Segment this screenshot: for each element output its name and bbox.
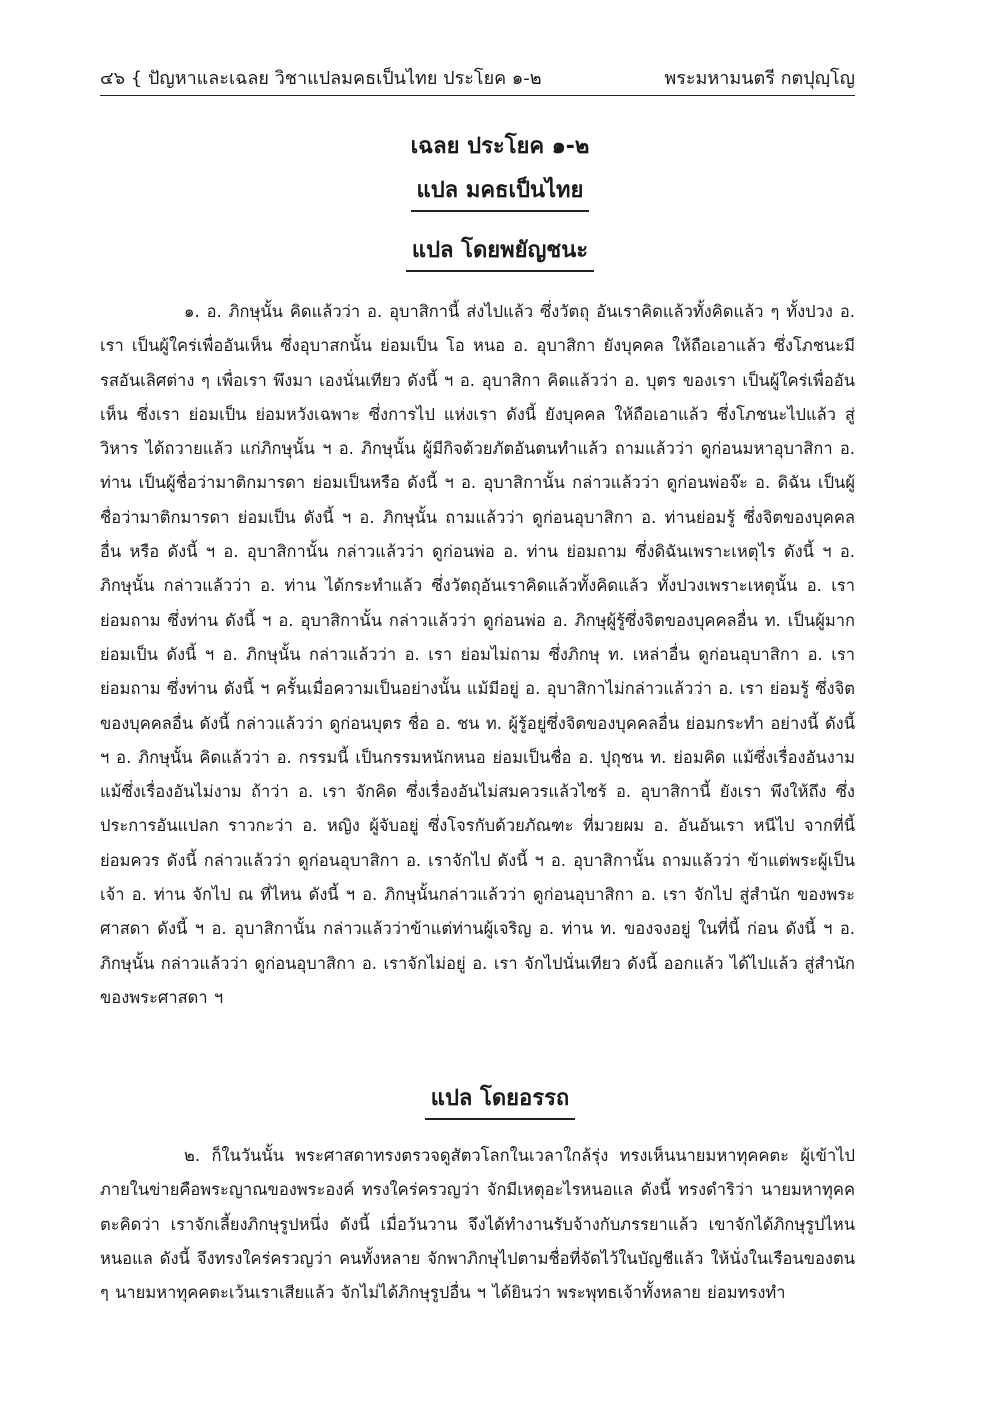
section1-heading-block bbox=[0, 232, 1000, 272]
section1-body bbox=[100, 295, 855, 1015]
page-header bbox=[100, 64, 855, 96]
section2-body bbox=[100, 1139, 855, 1310]
paragraph-2: ๒. ก็ในวันนั้น พระศาสดาทรงตรวจดูสัตวโลกในเวลาใกล้รุ่ง ทรงเห็นนายมหาทุคคตะ ผู้เข้าไปภายในข่ายคือพระญาณของพระองค์ ทรงใคร่ครวญว่า จักมีเหตุอะไรหนอแล ดังนี้ ทรงดำริว่า นายมหาทุคคตะคิดว่า เราจักเลี้ยงภิกษุรูปหนึ่ง ดังนี้ เมื่อวันวาน จึงได้ทำงานรับจ้างกับภรรยาแล้ว เขาจักได้ภิกษุรูปไหนหนอแล ดังนี้ จึงทรงใคร่ครวญว่า คนทั้งหลาย จักพาภิกษุไปตามชื่อที่จัดไว้ในบัญชีแล้ว ให้นั่งในเรือนของตน ๆ นายมหาทุคคตะเว้นเราเสียแล้ว จักไม่ได้ภิกษุรูปอื่น ฯ ได้ยินว่า พระพุทธเจ้าทั้งหลาย ย่อมทรงทำ bbox=[100, 1146, 855, 1303]
subtitle-block bbox=[0, 172, 1000, 212]
section1-heading: แปล โดยพยัญชนะ bbox=[406, 232, 594, 272]
section2-heading: แปล โดยอรรถ bbox=[425, 1080, 575, 1120]
header-author: พระมหามนตรี กตปุญฺโญ bbox=[664, 68, 855, 89]
subtitle: แปล มคธเป็นไทย bbox=[411, 172, 590, 212]
header-book-title: ๔๖ { ปัญหาและเฉลย วิชาแปลมคธเป็นไทย ประโยค ๑-๒ bbox=[100, 68, 542, 89]
section2-heading-block bbox=[0, 1080, 1000, 1120]
paragraph-1: ๑. อ. ภิกษุนั้น คิดแล้วว่า อ. อุบาสิกานี้ ส่งไปแล้ว ซึ่งวัตถุ อันเราคิดแล้วทั้งคิดแล้ว ๆ ทั้งปวง อ. เรา เป็นผู้ใคร่เพื่ออันเห็น ซึ่งอุบาสกนั้น ย่อมเป็น โอ หนอ อ. อุบาสิกา ยังบุคคล ให้ถือเอาแล้ว ซึ่งโภชนะมีรสอันเลิศต่าง ๆ เพื่อเรา พึงมา เองนั่นเทียว ดังนี้ ฯ อ. อุบาสิกา คิดแล้วว่า อ. บุตร ของเรา เป็นผู้ใคร่เพื่ออันเห็น ซึ่งเรา ย่อมเป็น ย่อมหวังเฉพาะ ซึ่งการไป แห่งเรา ดังนี้ ยังบุคคล ให้ถือเอาแล้ว ซึ่งโภชนะไปแล้ว สู่วิหาร ได้ถวายแล้ว แก่ภิกษุนั้น ฯ อ. ภิกษุนั้น ผู้มีกิจด้วยภัตอันตนทำแล้ว ถามแล้วว่า ดูก่อนมหาอุบาสิกา อ. ท่าน เป็นผู้ชื่อว่ามาติกมารดา ย่อมเป็นหรือ ดังนี้ ฯ อ. อุบาสิกานั้น กล่าวแล้วว่า ดูก่อนพ่อจ๊ะ อ. ดิฉัน เป็นผู้ชื่อว่ามาติกมารดา ย่อมเป็น ดังนี้ ฯ อ. ภิกษุนั้น ถามแล้วว่า ดูก่อนอุบาสิกา อ. ท่านย่อมรู้ ซึ่งจิตของบุคคลอื่น หรือ ดังนี้ ฯ อ. อุบาสิกานั้น กล่าวแล้วว่า ดูก่อนพ่อ อ. ท่าน ย่อมถาม ซึ่งดิฉันเพราะเหตุไร ดังนี้ ฯ อ. ภิกษุนั้น กล่าวแล้วว่า อ. ท่าน ได้กระทำแล้ว ซึ่งวัตถุอันเราคิดแล้วทั้งคิดแล้ว ทั้งปวงเพราะเหตุนั้น อ. เรา ย่อมถาม ซึ่งท่าน ดังนี้ ฯ อ. อุบาสิกานั้น กล่าวแล้วว่า ดูก่อนพ่อ อ. ภิกษุผู้รู้ซึ่งจิตของบุคคลอื่น ท. เป็นผู้มาก ย่อมเป็น ดังนี้ ฯ อ. ภิกษุนั้น กล่าวแล้วว่า อ. เรา ย่อมไม่ถาม ซึ่งภิกษุ ท. เหล่าอื่น ดูก่อนอุบาสิกา อ. เรา ย่อมถาม ซึ่งท่าน ดังนี้ ฯ ครั้นเมื่อความเป็นอย่างนั้น แม้มีอยู่ อ. อุบาสิกาไม่กล่าวแล้วว่า อ. เรา ย่อมรู้ ซึ่งจิตของบุคคลอื่น ดังนี้ กล่าวแล้วว่า ดูก่อนบุตร ชื่อ อ. ชน ท. ผู้รู้อยู่ซึ่งจิตของบุคคลอื่น ย่อมกระทำ อย่างนี้ ดังนี้ ฯ อ. ภิกษุนั้น คิดแล้วว่า อ. กรรมนี้ เป็นกรรมหนักหนอ ย่อมเป็นชื่อ อ. ปุถุชน ท. ย่อมคิด แม้ซึ่งเรื่องอันงาม แม้ซึ่งเรื่องอันไม่งาม ถ้าว่า อ. เรา จักคิด ซึ่งเรื่องอันไม่สมควรแล้วไซร้ อ. อุบาสิกานี้ ยังเรา พึงให้ถึง ซึ่งประการอันแปลก ราวกะว่า อ. หญิง ผู้จับอยู่ ซึ่งโจรกับด้วยภัณฑะ ที่มวยผม อ. อันอันเรา หนีไป จากที่นี้ ย่อมควร ดังนี้ กล่าวแล้วว่า ดูก่อนอุบาสิกา อ. เราจักไป ดังนี้ ฯ อ. อุบาสิกานั้น ถามแล้วว่า ข้าแต่พระผู้เป็นเจ้า อ. ท่าน จักไป ณ ที่ไหน ดังนี้ ฯ อ. ภิกษุนั้นกล่าวแล้วว่า ดูก่อนอุบาสิกา อ. เรา จักไป สู่สำนัก ของพระศาสดา ดังนี้ ฯ อ. อุบาสิกานั้น กล่าวแล้วว่าข้าแต่ท่านผู้เจริญ อ. ท่าน ท. ของจงอยู่ ในที่นี้ ก่อน ดังนี้ ฯ อ. ภิกษุนั้น กล่าวแล้วว่า ดูก่อนอุบาสิกา อ. เราจักไม่อยู่ อ. เรา จักไปนั่นเทียว ดังนี้ ออกแล้ว ได้ไปแล้ว สู่สำนัก ของพระศาสดา ฯ bbox=[100, 302, 856, 1007]
main-title: เฉลย ประโยค ๑-๒ bbox=[410, 134, 590, 159]
